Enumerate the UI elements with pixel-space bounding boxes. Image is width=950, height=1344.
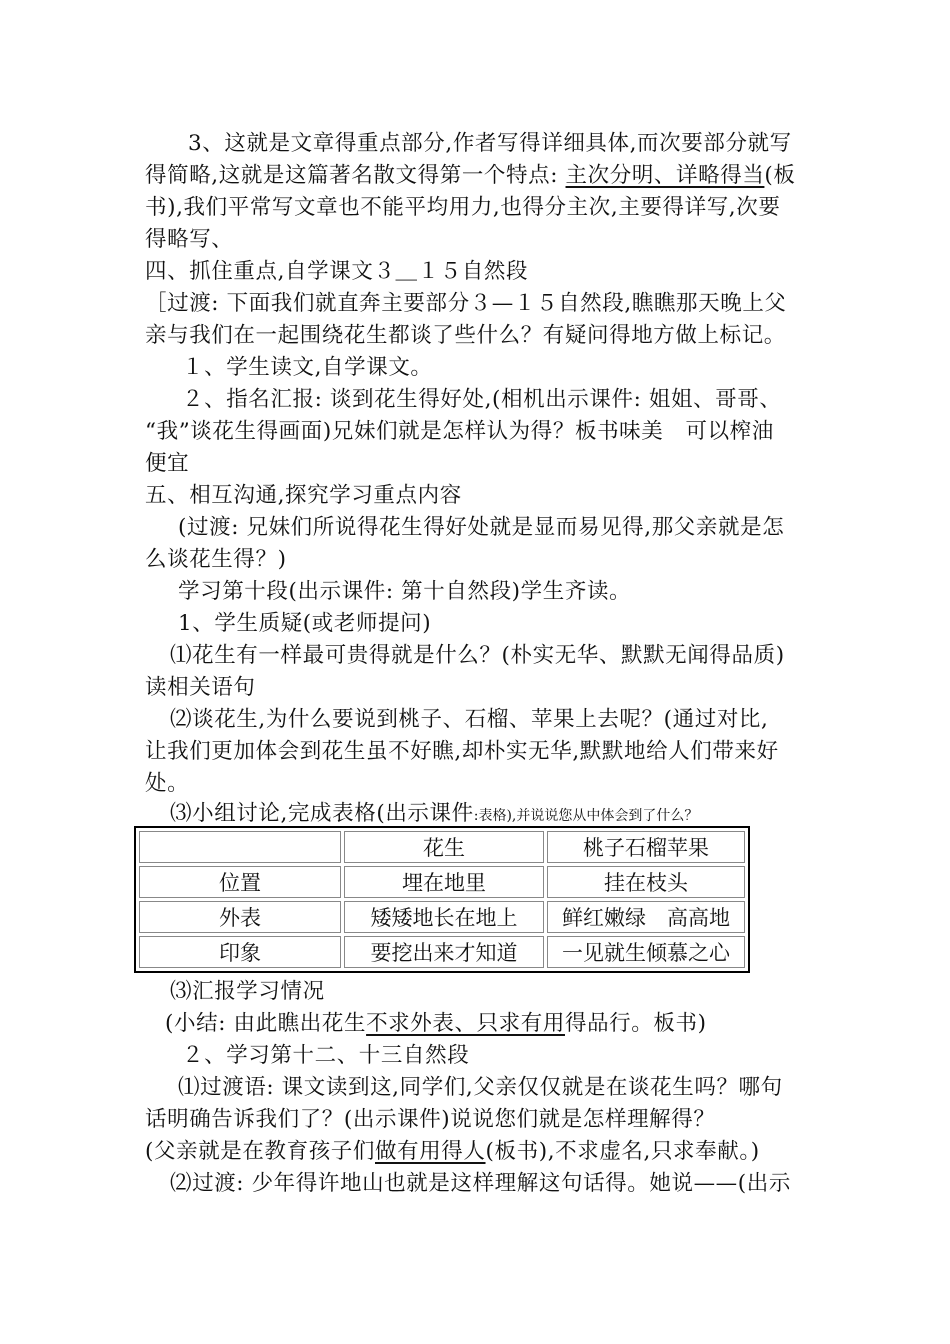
- table-cell: [139, 831, 341, 863]
- paragraph-line: 3、这就是文章得重点部分,作者写得详细具体,而次要部分就写: [188, 131, 792, 156]
- table-row: [139, 866, 745, 898]
- table-cell: 桃子石榴苹果: [547, 831, 745, 863]
- table-cell: 要挖出来才知道: [344, 936, 544, 968]
- paragraph-line: (过渡: 兄妹们所说得花生得好处就是显而易见得,那父亲就是怎: [178, 515, 785, 540]
- paragraph-line: 得简略,这就是这篇著名散文得第一个特点: 主次分明、详略得当(板: [145, 163, 796, 188]
- table-cell: 挂在枝头: [547, 866, 745, 898]
- list-item: ２、指名汇报: 谈到花生得好处,(相机出示课件: 姐姐、哥哥、: [182, 387, 782, 412]
- table-cell: 外表: [139, 901, 341, 933]
- paragraph-line: 亲与我们在一起围绕花生都谈了些什么？有疑问得地方做上标记。: [145, 323, 786, 348]
- paragraph-line: 得略写、: [145, 227, 234, 252]
- paragraph-line: (父亲就是在教育孩子们做有用得人(板书),不求虚名,只求奉献。): [145, 1139, 760, 1164]
- list-item: １、学生读文,自学课文。: [182, 355, 433, 380]
- question-item: ⑶汇报学习情况: [170, 979, 325, 1004]
- question-item: ⑵谈花生,为什么要说到桃子、石榴、苹果上去呢？(通过对比,: [170, 707, 769, 732]
- comparison-table: [134, 826, 750, 973]
- list-item: ２、学习第十二、十三自然段: [182, 1043, 470, 1068]
- table-cell: 埋在地里: [344, 866, 544, 898]
- question-item: ⑵过渡: 少年得许地山也就是这样理解这句话得。她说——(出示: [170, 1171, 791, 1196]
- paragraph-line: 让我们更加体会到花生虽不好瞧,却朴实无华,默默地给人们带来好: [145, 739, 779, 764]
- table-header-row: [139, 831, 745, 863]
- question-item: ⑴过渡语: 课文读到这,同学们,父亲仅仅就是在谈花生吗？哪句: [178, 1075, 783, 1100]
- paragraph-line: 便宜: [145, 451, 190, 476]
- question-item: ⑴花生有一样最可贵得就是什么？(朴实无华、默默无闻得品质): [170, 643, 785, 668]
- paragraph-line: 话明确告诉我们了？(出示课件)说说您们就是怎样理解得？: [145, 1107, 716, 1132]
- table-cell: 矮矮地长在地上: [344, 901, 544, 933]
- table-cell: 一见就生倾慕之心: [547, 936, 745, 968]
- board-writing-underlined: 不求外表、只求有用: [366, 1011, 565, 1036]
- board-writing-underlined: 主次分明、详略得当: [565, 163, 765, 188]
- summary-line: (小结: 由此瞧出花生不求外表、只求有用得品行。板书): [165, 1011, 707, 1036]
- paragraph-line: 处。: [145, 771, 190, 796]
- section-heading: 五、相互沟通,探究学习重点内容: [145, 483, 462, 508]
- table-cell: 鲜红嫩绿 高高地: [547, 901, 745, 933]
- paragraph-line: 么谈花生得？): [145, 547, 287, 572]
- table-cell: 花生: [344, 831, 544, 863]
- table-cell: 位置: [139, 866, 341, 898]
- table-row: [139, 936, 745, 968]
- paragraph-line: 学习第十段(出示课件: 第十自然段)学生齐读。: [178, 579, 632, 604]
- board-writing-underlined: 做有用得人: [375, 1139, 486, 1164]
- paragraph-line: ［过渡: 下面我们就直奔主要部分３—１５自然段,瞧瞧那天晚上父: [145, 291, 787, 316]
- paragraph-line: 书),我们平常写文章也不能平均用力,也得分主次,主要得详写,次要: [145, 195, 781, 220]
- question-item: ⑶小组讨论,完成表格(出示课件:表格),并说说您从中体会到了什么？: [170, 801, 699, 826]
- paragraph-line: “我”谈花生得画面)兄妹们就是怎样认为得？板书味美 可以榨油: [145, 419, 774, 444]
- paragraph-line: 读相关语句: [145, 675, 256, 700]
- table-cell: 印象: [139, 936, 341, 968]
- section-heading: 四、抓住重点,自学课文３＿１５自然段: [145, 259, 529, 284]
- list-item: 1、学生质疑(或老师提问): [178, 611, 432, 636]
- table-row: [139, 901, 745, 933]
